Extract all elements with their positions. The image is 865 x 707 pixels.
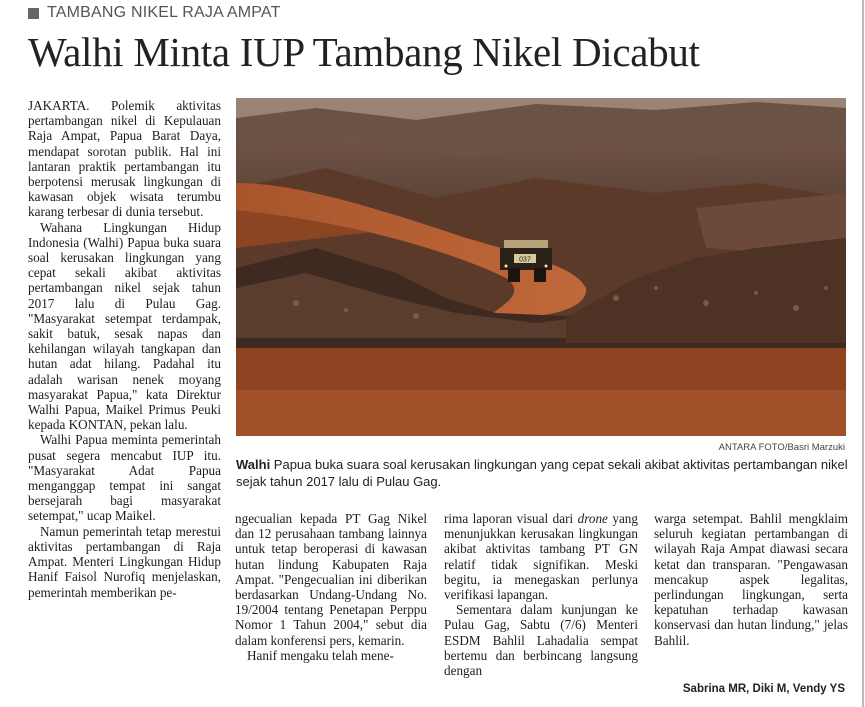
body-column-3 bbox=[444, 511, 638, 701]
photo-caption bbox=[236, 456, 848, 490]
body-paragraph: Wahana Lingkungan Hidup Indonesia (Walhi) Papua buka suara soal kerusakan lingkungan yang cepat sekali akibat aktivitas pertambangan nikel sejak tahun 2017 lalu di Pulau Gag. "Masyarakat setempat terdampak, sakit batuk, sesak napas dan kehilangan wilayah tangkapan dan hutan adat hilang. Padahal itu adalah warisan nenek moyang masyarakat Papua," kata Direktur Walhi Papua, Maikel Primus Peuki kepada KONTAN, pekan lalu. bbox=[28, 219, 221, 433]
body-text: rima laporan visual dari bbox=[444, 511, 578, 526]
nickel-mine-illustration bbox=[236, 98, 846, 436]
kicker-label: TAMBANG NIKEL RAJA AMPAT bbox=[47, 4, 281, 21]
body-paragraph: Namun pemerintah tetap merestui aktivitas pertambangan di Raja Ampat. Menteri Lingkungan Hidup Hanif Faisol Nurofiq menjelaskan, pemerintah memberikan pe- bbox=[28, 523, 221, 600]
body-paragraph: Walhi Papua meminta pemerintah pusat segera mencabut IUP itu. "Masyarakat Adat Papua menganggap tempat ini sangat bersejarah bagi masyarakat setempat," ucap Maikel. bbox=[28, 432, 221, 524]
body-paragraph: Sementara dalam kunjungan ke Pulau Gag, Sabtu (7/6) Menteri ESDM Bahlil Lahadalia sempat bertemu dan berbincang langsung dengan bbox=[444, 602, 638, 679]
body-italic-term: drone bbox=[577, 511, 608, 526]
body-text: yang menunjukkan kerusakan lingkungan akibat aktivitas tambang PT GN relatif tidak signifikan. Meski begitu, ia menegaskan perlunya verifikasi lapangan. bbox=[444, 511, 638, 603]
page-edge-rule bbox=[862, 0, 864, 707]
section-kicker bbox=[28, 4, 281, 22]
body-column-2 bbox=[235, 511, 427, 701]
body-paragraph: Hanif mengaku telah mene- bbox=[247, 647, 394, 663]
body-column-4 bbox=[654, 511, 848, 671]
photo-credit: ANTARA FOTO/Basri Marzuki bbox=[718, 442, 845, 453]
body-paragraph: JAKARTA. Polemik aktivitas pertambangan nikel di Kepulauan Raja Ampat, Papua Barat Daya, mendapat sorotan publik. Hal ini lantaran praktik pertambangan itu berpotensi merusak lingkungan di kawasan objek wisata terumbu karang terbesar di dunia tersebut. bbox=[28, 98, 221, 220]
body-column-1 bbox=[28, 98, 221, 698]
caption-lead: Walhi bbox=[236, 457, 271, 472]
kicker-square-icon bbox=[28, 8, 39, 19]
mining-photo bbox=[236, 98, 846, 436]
body-paragraph: warga setempat. Bahlil mengklaim seluruh kegiatan pertambangan di wilayah Raja Ampat diawasi secara ketat dan transparan. "Pengawasan mencakup aspek legalitas, perlindungan lingkungan, serta kepatuhan terhadap kawasan konservasi dan hutan lindung," jelas Bahlil. bbox=[654, 511, 848, 648]
body-paragraph bbox=[444, 511, 638, 602]
caption-text: Papua buka suara soal kerusakan lingkungan yang cepat sekali akibat aktivitas pertambangan nikel sejak tahun 2017 lalu di Pulau Gag. bbox=[236, 457, 848, 489]
truck-number: 037 bbox=[519, 256, 531, 264]
article-headline: Walhi Minta IUP Tambang Nikel Dicabut bbox=[28, 29, 700, 75]
body-paragraph: ngecualian kepada PT Gag Nikel dan 12 perusahaan tambang lainnya untuk tetap beroperasi di kawasan hutan lindung Kabupaten Raja Ampat. "Pengecualian ini diberikan berdasarkan Undang-Undang No. 19/2004 tentang Penetapan Perppu Nomor 1 Tahun 2004," sebut dia dalam konferensi pers, kemarin. bbox=[235, 511, 427, 648]
author-byline: Sabrina MR, Diki M, Vendy YS bbox=[682, 683, 845, 695]
